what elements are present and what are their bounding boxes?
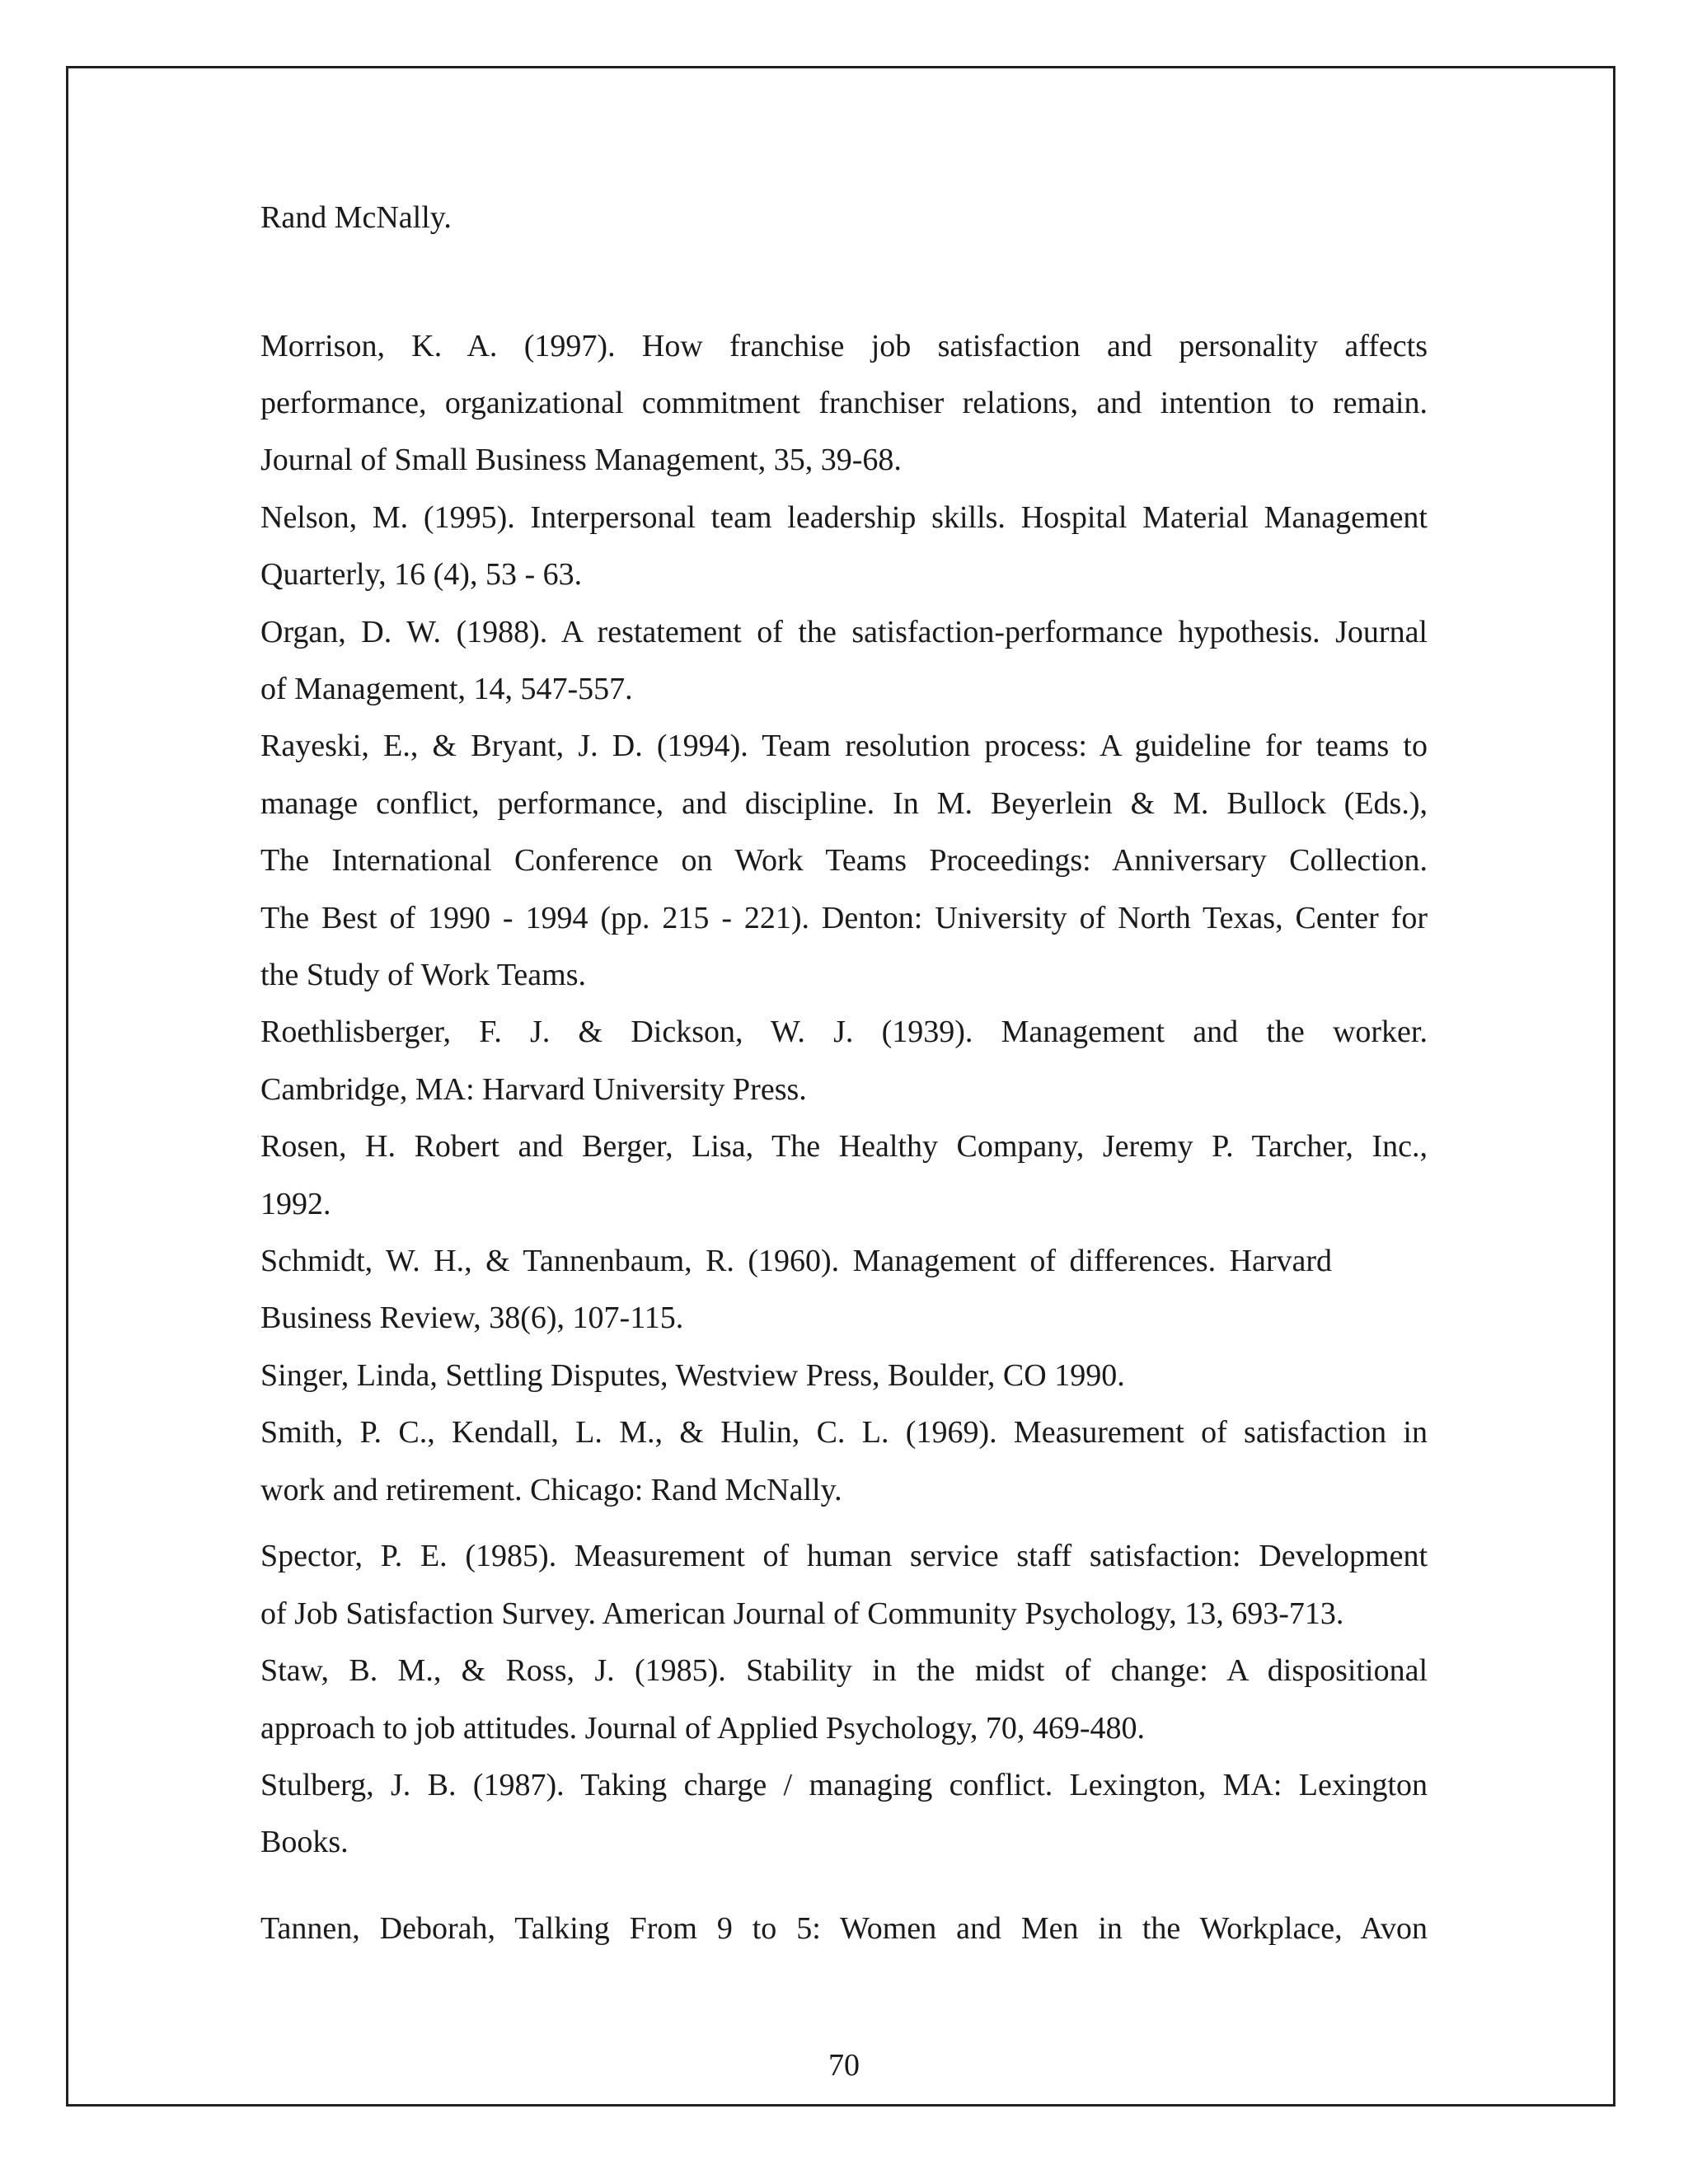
reference-line: Rayeski, E., & Bryant, J. D. (1994). Team resolution process: A guideline for teams to [260,729,1428,763]
reference-line: performance, organizational commitment franchiser relations, and intention to remain. [260,386,1428,420]
reference-line: Tannen, Deborah, Talking From 9 to 5: Women and Men in the Workplace, Avon [260,1911,1428,1946]
reference-line: Singer, Linda, Settling Disputes, Westview Press, Boulder, CO 1990. [260,1358,1125,1393]
reference-line: Staw, B. M., & Ross, J. (1985). Stability in the midst of change: A dispositional [260,1653,1428,1688]
reference-line: Journal of Small Business Management, 35, 39-68. [260,443,902,477]
reference-line: Stulberg, J. B. (1987). Taking charge / managing conflict. Lexington, MA: Lexington [260,1768,1428,1802]
reference-line: of Job Satisfaction Survey. American Journal of Community Psychology, 13, 693-713. [260,1596,1344,1631]
reference-line: Schmidt, W. H., & Tannenbaum, R. (1960). Management of differences. Harvard [260,1244,1332,1278]
reference-line: Business Review, 38(6), 107-115. [260,1301,684,1335]
reference-line: Spector, P. E. (1985). Measurement of human service staff satisfaction: Development [260,1539,1428,1573]
reference-line: work and retirement. Chicago: Rand McNally. [260,1473,842,1507]
reference-line: Quarterly, 16 (4), 53 - 63. [260,557,583,592]
reference-line: The International Conference on Work Teams Proceedings: Anniversary Collection. [260,843,1428,878]
reference-line: Smith, P. C., Kendall, L. M., & Hulin, C. L. (1969). Measurement of satisfaction in [260,1415,1428,1450]
reference-line: approach to job attitudes. Journal of Applied Psychology, 70, 469-480. [260,1711,1145,1746]
reference-line: Rosen, H. Robert and Berger, Lisa, The Healthy Company, Jeremy P. Tarcher, Inc., [260,1129,1428,1164]
reference-line: of Management, 14, 547-557. [260,672,633,706]
reference-line: Morrison, K. A. (1997). How franchise job satisfaction and personality affects [260,329,1428,363]
reference-line: 1992. [260,1187,331,1221]
reference-line: Books. [260,1825,349,1859]
reference-line: Nelson, M. (1995). Interpersonal team leadership skills. Hospital Material Management [260,500,1428,535]
reference-line: Organ, D. W. (1988). A restatement of the satisfaction-performance hypothesis. Journal [260,615,1428,649]
reference-line: Cambridge, MA: Harvard University Press. [260,1072,807,1107]
reference-line: Rand McNally. [260,200,452,235]
reference-line: Roethlisberger, F. J. & Dickson, W. J. (1939). Management and the worker. [260,1015,1428,1049]
reference-line: the Study of Work Teams. [260,958,587,992]
reference-line: The Best of 1990 - 1994 (pp. 215 - 221). Denton: University of North Texas, Center for [260,901,1428,935]
reference-line: manage conflict, performance, and discipline. In M. Beyerlein & M. Bullock (Eds.), [260,786,1428,821]
page-number: 70 [828,2048,860,2083]
